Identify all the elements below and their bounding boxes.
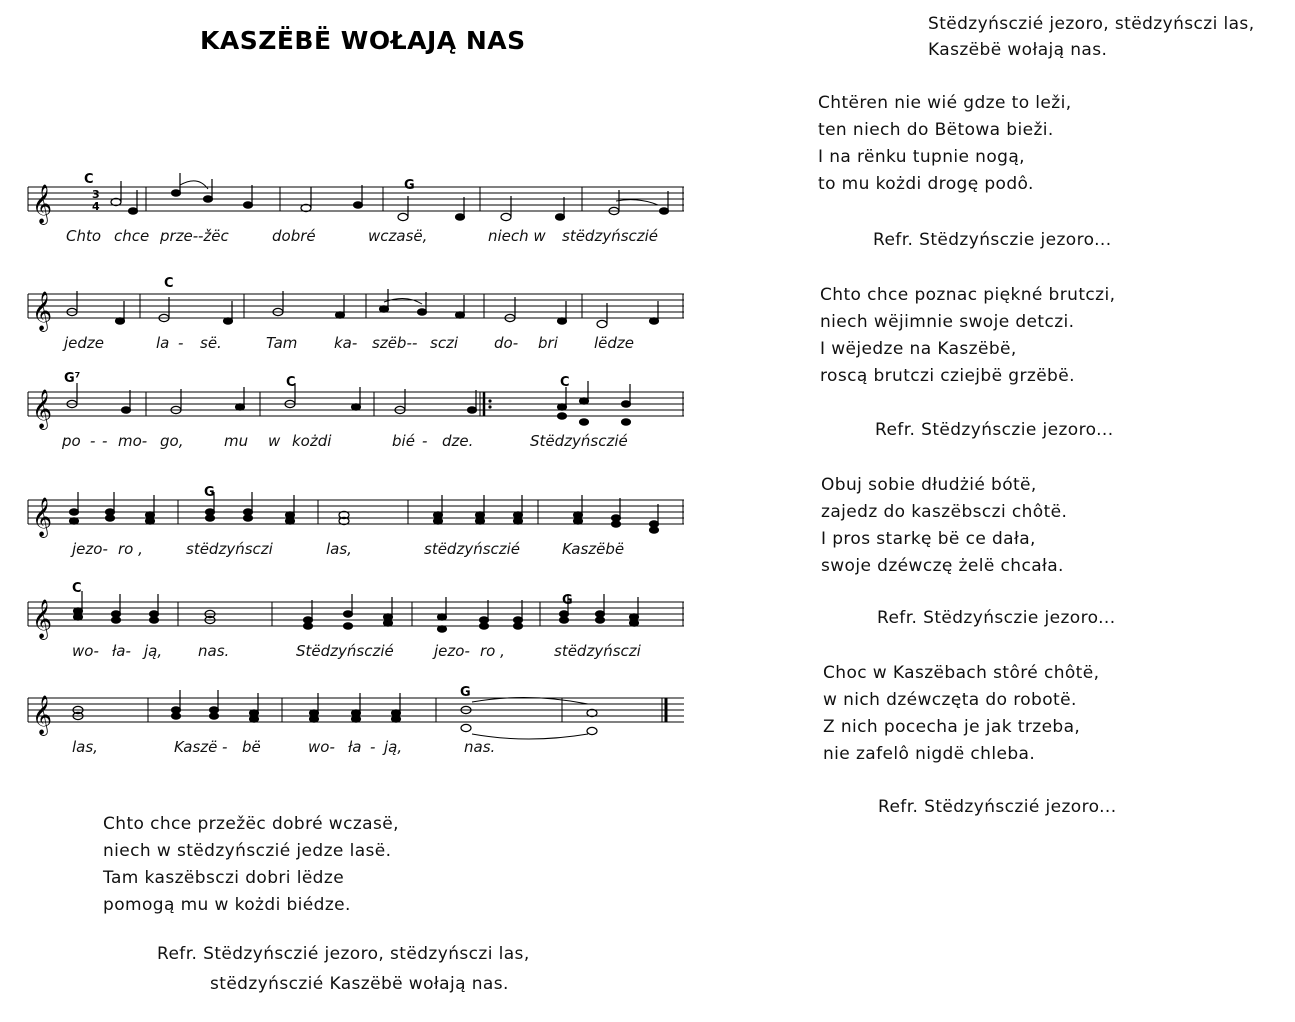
music-staff-1 [28,172,684,251]
lyric-syllable: nas. [464,738,496,756]
lyric-syllable: - [222,738,228,756]
refrain-top-line-1: Stëdzyńsczié jezoro, stëdzyńsczi las, [928,14,1255,34]
lyric-syllable: - [422,432,428,450]
verse-line: pomogą mu w kożdi biédze. [103,895,351,915]
svg-text:G⁷: G⁷ [64,371,81,386]
lyric-syllable: - [412,334,418,352]
lyric-syllable: - [370,738,376,756]
lyric-syllable: wo- [72,642,99,660]
lyric-syllable: ro , [118,540,143,558]
lyric-syllable: w [268,432,281,450]
lyric-syllable: las, [326,540,352,558]
lyric-syllable: nas. [198,642,230,660]
lyric-syllable: jezo- [434,642,470,660]
verse-2 [818,90,1072,198]
lyric-syllable: bë [242,738,261,756]
lyric-syllable: lëdze [594,334,635,352]
verse-line: Tam kaszëbsczi dobri lëdze [103,868,345,888]
verse-5 [823,660,1099,768]
verse-line: niech wëjimnie swoje detczi. [820,312,1075,332]
svg-text:C: C [286,375,296,390]
verse-line: niech w stëdzyńsczié jedze lasë. [103,841,392,861]
refrain-ref-3: Refr. Stëdzyńsczie jezoro... [875,420,1114,440]
verse-1 [103,811,399,919]
lyric-syllable: Stëdzyńsczié [296,642,394,660]
verse-line: nie zafelô nigdë chleba. [823,744,1036,764]
verse-line: swoje dzéwczę żelë chcała. [821,556,1064,576]
refrain-ref-2: Refr. Stëdzyńsczie jezoro... [873,230,1112,250]
lyric-syllable: wczasë, [368,227,428,245]
staff-1-notation [28,172,684,225]
staff-4-lyrics [28,540,684,562]
verse-line: I wëjedze na Kaszëbë, [820,339,1017,359]
refrain-ref-5: Refr. Stëdzyńsczié jezoro... [878,797,1117,817]
refrain-ref-4: Refr. Stëdzyńsczie jezoro... [877,608,1116,628]
lyric-syllable: së. [200,334,222,352]
lyric-syllable: wo- [308,738,335,756]
svg-text:C: C [560,375,570,390]
verse-line: I na rënku tupnie nogą, [818,147,1025,167]
verse-line: I pros starkę bë ce dała, [821,529,1036,549]
lyric-syllable: ją, [384,738,403,756]
lyric-syllable: bri [538,334,558,352]
treble-clef-icon: 𝄞 [32,599,53,639]
lyric-syllable: sczi [430,334,459,352]
lyric-syllable: dze. [442,432,474,450]
lyric-syllable: - [102,432,108,450]
lyric-syllable: ka- [334,334,358,352]
lyric-syllable: Kaszëbë [562,540,625,558]
lyric-syllable: jedze [64,334,105,352]
lyric-syllable: Chto [66,227,102,245]
music-staff-6 [28,686,684,762]
staff-3-notation [28,371,684,430]
lyric-syllable: stëdzyńsczié [562,227,659,245]
verse-line: Choc w Kaszëbach stôré chôtë, [823,663,1100,683]
music-staff-4 [28,485,684,564]
lyric-syllable: ła- [112,642,131,660]
refrain-line-2: stëdzyńsczié Kaszëbë wołają nas. [210,974,509,994]
lyric-syllable: po [62,432,81,450]
music-staff-3 [28,371,684,456]
music-staff-2 [28,276,684,358]
svg-text:4: 4 [92,200,100,213]
lyric-syllable: stëdzyńsczi [554,642,641,660]
verse-line: w nich dzéwczęta do robotë. [823,690,1077,710]
verse-line: to mu kożdi drogę podô. [818,174,1034,194]
treble-clef-icon: 𝄞 [32,497,53,537]
verse-3 [820,282,1115,390]
music-staff-5 [28,581,684,666]
svg-text:C: C [72,581,82,596]
lyric-syllable: kożdi [292,432,332,450]
staff-2-notation [28,276,684,332]
svg-text:G: G [204,485,215,500]
verse-line: Chto chce poznac piękné brutczi, [820,285,1116,305]
staff-3-lyrics [28,432,684,454]
treble-clef-icon: 𝄞 [32,389,53,429]
verse-line: zajedz do kaszëbsczi chôtë. [821,502,1068,522]
staff-4-notation [28,485,684,538]
svg-text:G: G [460,685,471,700]
lyric-syllable: go, [160,432,184,450]
svg-text:C: C [164,276,174,291]
staff-6-notation [28,686,684,736]
lyric-syllable: stëdzyńsczié [424,540,521,558]
lyric-syllable: jezo- [72,540,108,558]
lyric-syllable: ją, [144,642,163,660]
lyric-syllable: Tam [266,334,298,352]
lyric-syllable: ła [348,738,362,756]
verse-4 [821,472,1067,580]
lyric-syllable: -žëc [198,227,229,245]
svg-text:C: C [84,172,94,187]
lyric-syllable: las, [72,738,98,756]
lyric-syllable: do- [494,334,519,352]
refrain-top-line-2: Kaszëbë wołają nas. [928,40,1108,60]
treble-clef-icon: 𝄞 [32,695,53,735]
verse-line: Z nich pocecha je jak trzeba, [823,717,1081,737]
verse-line: Chtëren nie wié gdze to leži, [818,93,1072,113]
lyric-syllable: stëdzyńsczi [186,540,273,558]
lyric-syllable: - [90,432,96,450]
lyric-syllable: chce [114,227,150,245]
lyric-syllable: Kaszë [174,738,218,756]
svg-text:G: G [404,178,415,193]
lyric-syllable: szëb- [372,334,412,352]
treble-clef-icon: 𝄞 [32,184,53,224]
lyric-syllable: Stëdzyńsczié [530,432,628,450]
staff-2-lyrics [28,334,684,356]
svg-text:G: G [562,593,573,608]
staff-5-lyrics [28,642,684,664]
verse-line: Obuj sobie dłudżié bótë, [821,475,1037,495]
svg-text:3: 3 [92,188,100,201]
song-title: KASZËBË WOŁAJĄ NAS [200,26,526,55]
lyric-syllable: mo- [118,432,148,450]
staff-5-notation [28,581,684,640]
lyric-syllable: ro , [480,642,505,660]
lyric-syllable: bié [392,432,415,450]
staff-6-lyrics [28,738,684,760]
lyric-syllable: prze- [160,227,199,245]
lyric-syllable: dobré [272,227,316,245]
verse-line: Chto chce przežëc dobré wczasë, [103,814,399,834]
lyric-syllable: mu [224,432,249,450]
treble-clef-icon: 𝄞 [32,291,53,331]
lyric-syllable: niech w [488,227,546,245]
verse-line: roscą brutczi cziejbë grzëbë. [820,366,1075,386]
staff-1-lyrics [28,227,684,249]
refrain-line-1: Refr. Stëdzyńsczié jezoro, stëdzyńsczi las, [157,944,530,964]
lyric-syllable: la [156,334,170,352]
lyric-syllable: - [178,334,184,352]
verse-line: ten niech do Bëtowa bieži. [818,120,1054,140]
